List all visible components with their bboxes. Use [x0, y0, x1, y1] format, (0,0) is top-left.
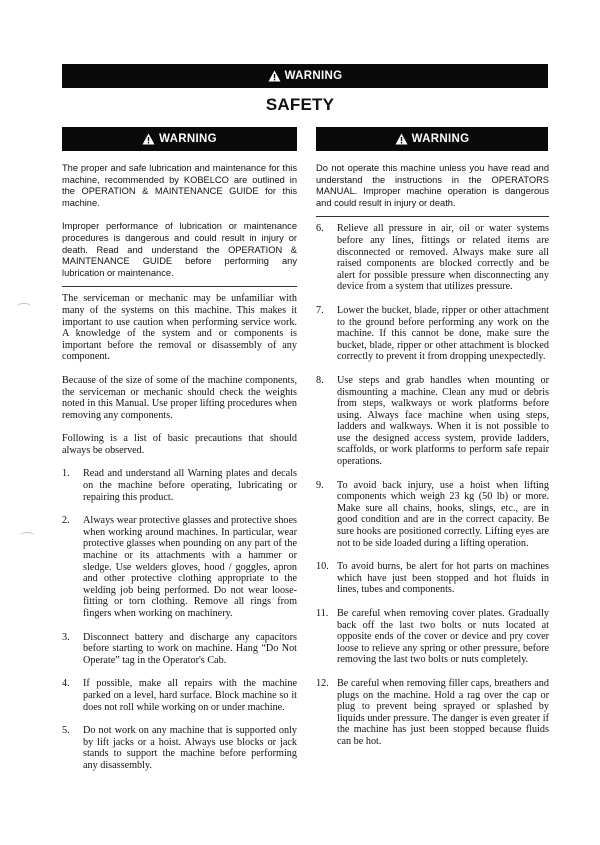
body-paragraph: The serviceman or mechanic may be unfamiliar with many of the systems on this machine. This makes it important to use caution when performing service work. A knowledge of the system and or components is important before the removal or disassembly of any component. — [62, 293, 297, 363]
banner-label: WARNING — [159, 133, 217, 145]
left-warning-banner — [62, 127, 297, 151]
precaution-item — [62, 678, 297, 713]
item-text: To avoid burns, be alert for hot parts on machines which have just been stopped and hot fluids in lines, tubes and components. — [337, 561, 549, 596]
right-column — [316, 163, 549, 748]
item-text: If possible, make all repairs with the machine parked on a level, hard surface. Block machine so it does not roll while working on or under machine. — [83, 678, 297, 713]
warning-paragraph: Improper performance of lubrication or maintenance procedures is dangerous and could result in injury or death. Read and understand the OPERATION & MAINTENANCE GUIDE before performing any lubrication or maintenance. — [62, 221, 297, 278]
item-text: Be careful when removing cover plates. Gradually back off the last two bolts or nuts located at opposite ends of the cover or device and pry cover loose to relieve any spring or other pressure, before removing the last two bolts or nuts completely. — [337, 608, 549, 666]
precaution-item — [316, 678, 549, 748]
precaution-item — [316, 561, 549, 596]
page-title: SAFETY — [265, 95, 335, 114]
item-number: 12. — [316, 677, 329, 689]
body-paragraph: Because of the size of some of the machine components, the serviceman or mechanic should check the weights noted in this Manual. Use proper lifting procedures when removing any components. — [62, 374, 297, 421]
banner-label: WARNING — [411, 133, 470, 145]
precaution-item — [316, 305, 549, 363]
scan-margin-mark — [17, 303, 31, 310]
precaution-item — [316, 608, 549, 666]
item-number: 4. — [62, 678, 70, 690]
item-number: 1. — [62, 468, 70, 480]
precaution-item — [62, 515, 297, 619]
left-column — [62, 163, 297, 772]
item-text: Do not work on any machine that is supported only by lift jacks or a hoist. Always use blocks or jack stands to support the machine before performing any disassembly. — [83, 725, 297, 771]
item-number: 7. — [316, 304, 324, 316]
item-number: 8. — [316, 374, 324, 386]
warning-triangle-icon — [142, 133, 155, 145]
precaution-item — [62, 468, 297, 503]
item-text: Use steps and grab handles when mounting or dismounting a machine. Clean any mud or debris from steps, walkways or work platforms before using. Always face machine when using steps, ladders and walkways. When it is not possible to use the designed access system, provide ladders, scaffolds, or work platforms to perform safe repair operations. — [337, 374, 549, 468]
banner-label: WARNING — [284, 70, 343, 82]
item-text: Be careful when removing filler caps, breathers and plugs on the machine. Hold a rag over the cap or plug to prevent being sprayed or splashed by liquids under pressure. The danger is even greater if the machine has just been stopped because fluids can be hot. — [337, 677, 549, 747]
scan-margin-mark — [20, 532, 34, 539]
warning-paragraph: The proper and safe lubrication and maintenance for this machine, recommended by KOBELCO are outlined in the OPERATION & MAINTENANCE GUIDE for this machine. — [62, 163, 297, 208]
item-number: 10. — [316, 561, 329, 573]
item-number: 2. — [62, 515, 70, 527]
body-paragraph: Following is a list of basic precautions that should always be observed. — [62, 433, 297, 456]
precaution-item — [316, 223, 549, 293]
item-number: 3. — [62, 631, 70, 643]
precaution-item — [316, 375, 549, 468]
item-text: Disconnect battery and discharge any capacitors before starting to work on machine. Hang “Do Not Operate” tag in the Operator's Cab. — [83, 631, 297, 666]
item-text: Relieve all pressure in air, oil or water systems before any lines, fittings or related items are disconnected or removed. Always make sure all raised components are blocked correctly and be alert for possible pressure when disconnecting any device from a system that utilizes pressure. — [337, 223, 549, 293]
item-number: 5. — [62, 725, 70, 737]
section-divider — [62, 286, 297, 287]
precaution-item — [316, 480, 549, 550]
precaution-item — [62, 725, 297, 771]
warning-triangle-icon — [395, 133, 408, 145]
item-text: To avoid back injury, use a hoist when lifting components which weigh 23 kg (50 lb) or more. Make sure all chains, hooks, slings, etc., are in good condition and are in the correct capacity. Be sure hooks are positioned correctly. Lifting eyes are not to be side loaded during a lifting operation. — [337, 479, 549, 549]
right-warning-banner — [316, 127, 548, 151]
item-number: 11. — [316, 608, 329, 619]
item-number: 9. — [316, 479, 324, 491]
item-text: Always wear protective glasses and protective shoes when working around machines. In particular, wear protective glasses when pounding on any part of the machine or its attachments with a hammer or sledge. Use welders gloves, hood / goggles, apron and other protective clothing appropriate to the welding job being performed. Do not wear loose-fitting or torn clothing. Remove all rings from fingers when working on machinery. — [83, 515, 297, 619]
top-warning-banner — [62, 64, 548, 88]
precaution-item — [62, 632, 297, 667]
section-divider — [316, 216, 549, 217]
warning-paragraph: Do not operate this machine unless you have read and understand the instructions in the OPERATORS MANUAL. Improper machine operation is dangerous and could result in injury or death. — [316, 163, 549, 208]
item-number: 6. — [316, 223, 324, 235]
warning-triangle-icon — [268, 70, 281, 82]
item-text: Lower the bucket, blade, ripper or other attachment to the ground before performing any work on the machine. If this cannot be done, make sure the bucket, blade, ripper or other attachment is blocked correctly to prevent it from dropping unexpectedly. — [337, 304, 549, 363]
item-text: Read and understand all Warning plates and decals on the machine before operating, lubricating or repairing this product. — [83, 468, 297, 503]
